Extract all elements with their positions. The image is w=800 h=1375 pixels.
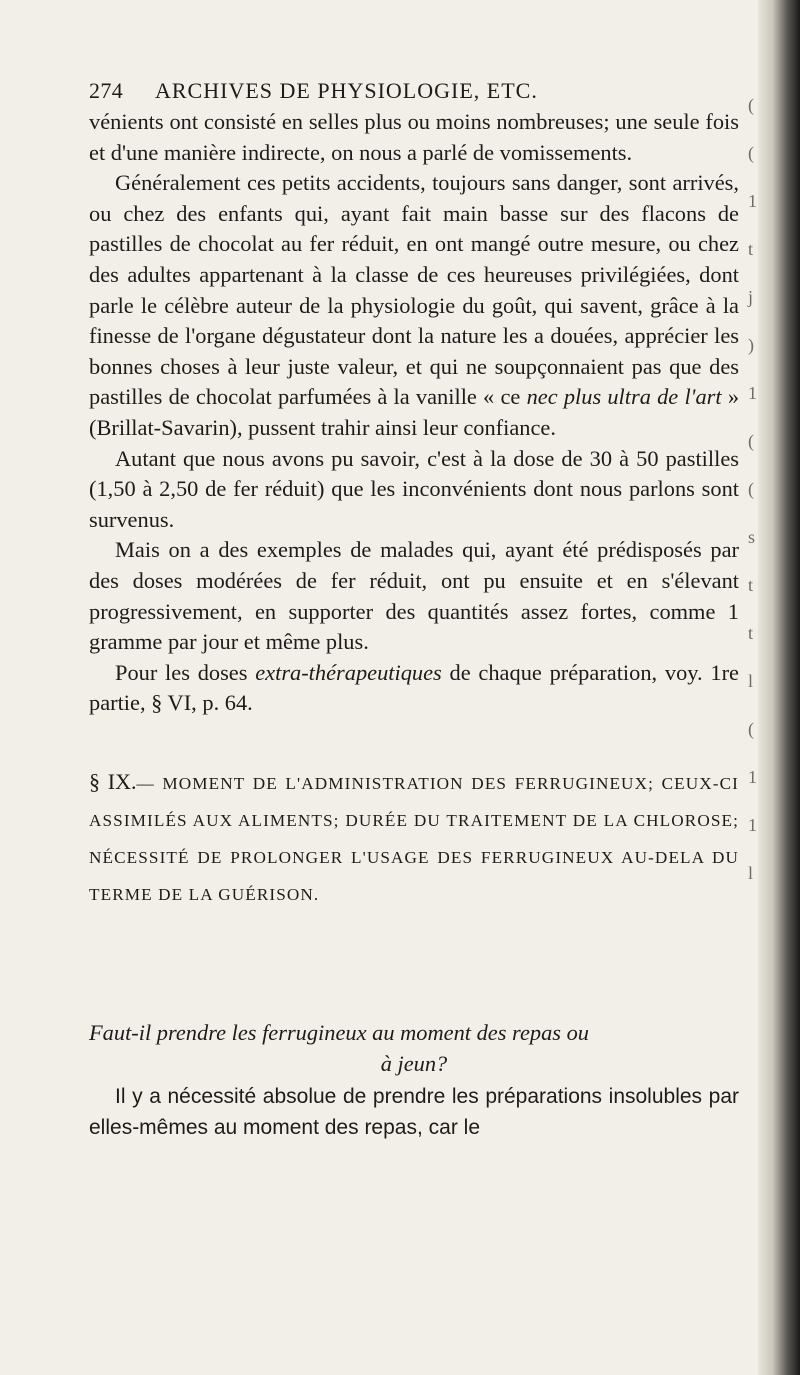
paragraph-4: Mais on a des exemples de malades qui, ayant été prédisposés par des doses modérées de fer réduit, ont pu ensuite et en s'élevant progressivement, en supporter des quantités assez fortes, comme 1 gramme par jour et même plus. — [89, 537, 739, 655]
paragraph-2-end: » (Brillat-Savarin), pussent trahir ainsi leur confiance. — [89, 384, 740, 440]
bleed-glyph: t — [748, 239, 754, 259]
running-title: ARCHIVES DE PHYSIOLOGIE, ETC. — [155, 78, 538, 103]
paragraph-5-start: Pour les doses — [115, 659, 248, 685]
running-header — [89, 78, 729, 104]
section-heading — [89, 763, 739, 913]
paragraph-5-mid: de chaque préparation, voy. — [449, 659, 703, 685]
paragraph-3: Autant que nous avons pu savoir, c'est à la dose de 30 à 50 pastilles (1,50 à 2,50 de fer réduit) que les inconvénients dont nous parlons sont survenus. — [89, 445, 739, 532]
paragraph-2-text: Généralement ces petits accidents, toujours sans danger, sont arrivés, ou chez des enfants qui, ayant fait main basse sur des flacons de pastilles de chocolat au fer réduit, en ont mangé outre mesure, ou chez des adultes appartenant à la classe de ces heureuses privilégiées, dont parle le célèbre auteur de la physiologie du goût, qui savent, grâce à la finesse de l'organe dégustateur dont la nature les a douées, apprécier les bonnes choses à leur juste valeur, et qui ne soupçonnaient pas que des pastilles de chocolat parfumées à la vanille « ce — [89, 170, 739, 410]
bleed-glyph: s — [748, 527, 756, 547]
paragraph-2 — [89, 168, 739, 443]
paragraph-6: Il y a nécessité absolue de prendre les préparations insolubles par elles-mêmes au moment des repas, car le — [89, 1085, 739, 1139]
bleed-glyph: ( — [748, 95, 754, 115]
italic-term: extra-thérapeutiques — [255, 659, 442, 685]
subtitle-line-1: Faut-il prendre les ferrugineux au moment des repas ou — [89, 1020, 589, 1045]
bleed-glyph: 1 — [748, 767, 757, 787]
paragraph-5-end: partie, § VI, p. 64. — [89, 690, 253, 716]
page-number: 274 — [89, 78, 124, 103]
bleed-glyph: ( — [748, 143, 754, 163]
bleed-glyph: 1 — [748, 815, 757, 835]
ordinal-ref: 1re — [710, 659, 739, 685]
section-title: — MOMENT DE L'ADMINISTRATION DES FERRUGINEUX; CEUX-CI ASSIMILÉS AUX ALIMENTS; DURÉE DU TRAITEMENT DE LA CHLOROSE; NÉCESSITÉ DE PROLONGER L'USAGE DES FERRUGINEUX AU-DELA DU TERME DE LA GUÉRISON. — [89, 774, 739, 904]
paragraph-1: vénients ont consisté en selles plus ou moins nombreuses; une seule fois et d'une manière indirecte, on nous a parlé de vomissements. — [89, 109, 739, 165]
book-binding-shadow — [758, 0, 800, 1375]
bleed-glyph: ) — [748, 335, 754, 355]
bleed-glyph: 1 — [748, 191, 757, 211]
section-subtitle — [89, 1018, 739, 1079]
bleed-glyph: ( — [748, 431, 754, 451]
bleed-glyph: l — [748, 863, 754, 883]
bleed-glyph: j — [748, 287, 754, 307]
subtitle-line-2: à jeun? — [380, 1050, 448, 1076]
main-text — [89, 107, 739, 719]
bleed-glyph: t — [748, 623, 754, 643]
final-paragraph — [89, 1082, 739, 1143]
bleed-glyph: t — [748, 575, 754, 595]
bleed-glyph: l — [748, 671, 754, 691]
bleed-glyph: ( — [748, 479, 754, 499]
section-symbol: § IX. — [89, 769, 137, 794]
bleed-glyph: 1 — [748, 383, 757, 403]
latin-quote: nec plus ultra de l'art — [526, 384, 722, 410]
paragraph-5 — [89, 658, 739, 719]
bleed-glyph: ( — [748, 719, 754, 739]
